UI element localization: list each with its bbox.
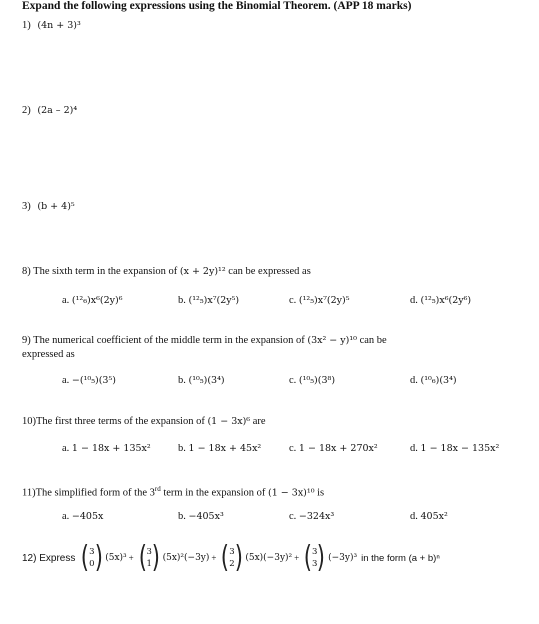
q9-option-c[interactable] [289, 375, 335, 386]
stem-math: (3x² − y)¹⁰ [307, 335, 357, 346]
term-factor: (5x)³ [105, 553, 127, 563]
question-11-stem [22, 485, 324, 499]
plus-sign: + [128, 553, 134, 563]
coefficient-bottom: 2 [229, 559, 235, 569]
right-paren: ) [94, 540, 103, 575]
option-letter: a. [62, 511, 70, 522]
option-letter: b. [178, 375, 186, 386]
question-3 [22, 201, 75, 212]
q8-option-a[interactable] [62, 295, 123, 306]
option-text: 405x² [420, 511, 448, 522]
coefficient-top: 3 [311, 547, 318, 557]
binomial-coefficient [79, 540, 104, 575]
left-paren: ( [303, 540, 313, 575]
q11-option-b[interactable] [178, 511, 224, 522]
q12-tail: in the form (a + b)ⁿ [361, 552, 440, 564]
q11-option-d[interactable] [410, 511, 448, 522]
question-number: 3) [22, 201, 31, 212]
q10-option-d[interactable] [410, 443, 499, 454]
question-1 [22, 20, 81, 31]
stem-text-end: is [314, 487, 325, 499]
stem-superscript: rd [154, 485, 161, 493]
page-title: Expand the following expressions using the Binomial Theorem. (APP 18 marks) [22, 0, 412, 12]
right-paren: ) [317, 540, 326, 575]
q12-term-1 [78, 540, 127, 575]
binomial-coefficient [137, 540, 162, 575]
coefficient-bottom: 1 [146, 559, 152, 569]
question-expression: (b + 4)⁵ [37, 201, 75, 212]
option-letter: b. [178, 295, 186, 306]
q11-option-c[interactable] [289, 511, 334, 522]
stem-text: 11)The simplified form of the 3 [22, 487, 155, 499]
q9-option-a[interactable] [62, 375, 116, 386]
q12-term-2 [136, 540, 210, 575]
term-factor: (5x)²(−3y) [162, 553, 210, 563]
question-9-stem [22, 335, 387, 346]
option-text: −(¹⁰₅)(3⁵) [71, 375, 116, 386]
left-paren: ( [221, 540, 230, 575]
question-8-stem [22, 266, 311, 277]
q8-option-d[interactable] [410, 295, 471, 306]
coefficient-bottom: 0 [89, 559, 95, 569]
q8-option-b[interactable] [178, 295, 239, 306]
right-paren: ) [234, 540, 243, 575]
q11-option-a[interactable] [62, 511, 103, 522]
left-paren: ( [138, 540, 147, 575]
option-letter: c. [289, 511, 297, 522]
option-letter: a. [62, 295, 70, 306]
coefficient-bottom: 3 [311, 559, 318, 569]
stem-math: (1 − 3x)⁶ [207, 416, 251, 427]
q9-option-d[interactable] [410, 375, 457, 386]
stem-math: (x + 2y)¹² [179, 266, 226, 277]
option-letter: d. [410, 511, 418, 522]
q9-option-b[interactable] [178, 375, 225, 386]
option-letter: a. [62, 443, 70, 454]
binomial-coefficient [219, 540, 244, 575]
stem-text: 8) The sixth term in the expansion of [22, 266, 180, 277]
term-factor: (5x)(−3y)² [245, 553, 293, 563]
option-letter: d. [410, 443, 418, 454]
stem-math: (1 − 3x)¹⁰ [268, 487, 315, 499]
term-factor: (−3y)³ [328, 553, 358, 563]
option-letter: c. [289, 443, 297, 454]
left-paren: ( [81, 540, 90, 575]
stem-text-end: can be expressed as [225, 266, 311, 277]
option-text: (¹²₅)x⁷(2y⁵) [188, 295, 240, 306]
option-letter: b. [178, 443, 186, 454]
option-letter: c. [289, 375, 297, 386]
option-text: (¹⁰₅)(3⁴) [188, 375, 225, 386]
option-text: (¹²₅)x⁶(2y⁶) [420, 295, 472, 306]
plus-sign: + [294, 553, 300, 563]
question-12 [22, 541, 440, 575]
option-text: (¹⁰₆)(3⁴) [420, 375, 457, 386]
option-text: 1 − 18x − 135x² [420, 443, 500, 454]
q10-option-c[interactable] [289, 443, 378, 454]
stem-text-middle: term in the expansion of [160, 487, 269, 499]
option-text: 1 − 18x + 270x² [298, 443, 378, 454]
question-expression: (4n + 3)³ [37, 20, 81, 31]
coefficient-stack [89, 546, 94, 570]
stem-text-end: are [250, 416, 266, 427]
option-text: 1 − 18x + 135x² [71, 443, 151, 454]
option-text: −405x³ [188, 511, 224, 522]
option-text: (¹²₆)x⁶(2y)⁶ [71, 295, 123, 306]
q12-term-3 [218, 540, 293, 575]
question-9-stem-line2: expressed as [22, 349, 75, 360]
question-2 [22, 105, 77, 116]
question-number: 1) [22, 20, 31, 31]
option-text: −324x³ [298, 511, 335, 522]
question-10-stem [22, 416, 266, 427]
stem-text: 10)The first three terms of the expansion of [22, 416, 208, 427]
option-text: (¹⁰₅)(3⁸) [298, 375, 336, 386]
coefficient-top: 3 [146, 547, 152, 557]
q10-option-b[interactable] [178, 443, 261, 454]
stem-text: 9) The numerical coefficient of the middle term in the expansion of [22, 335, 308, 346]
option-text: 1 − 18x + 45x² [188, 443, 262, 454]
coefficient-top: 3 [229, 547, 235, 557]
q8-option-c[interactable] [289, 295, 350, 306]
q12-lead: 12) Express [22, 552, 76, 564]
plus-sign: + [211, 553, 217, 563]
option-letter: a. [62, 375, 70, 386]
question-number: 2) [22, 105, 31, 116]
coefficient-top: 3 [89, 547, 95, 557]
right-paren: ) [151, 540, 160, 575]
option-letter: b. [178, 511, 186, 522]
q12-term-4 [301, 540, 358, 575]
option-text: −405x [71, 511, 104, 522]
option-text: (¹²₅)x⁷(2y)⁵ [298, 295, 350, 306]
binomial-coefficient [302, 540, 327, 575]
q10-option-a[interactable] [62, 443, 151, 454]
option-letter: c. [289, 295, 297, 306]
stem-text-end: can be [356, 335, 387, 346]
question-expression: (2a – 2)⁴ [37, 105, 78, 116]
option-letter: d. [410, 375, 418, 386]
option-letter: d. [410, 295, 418, 306]
